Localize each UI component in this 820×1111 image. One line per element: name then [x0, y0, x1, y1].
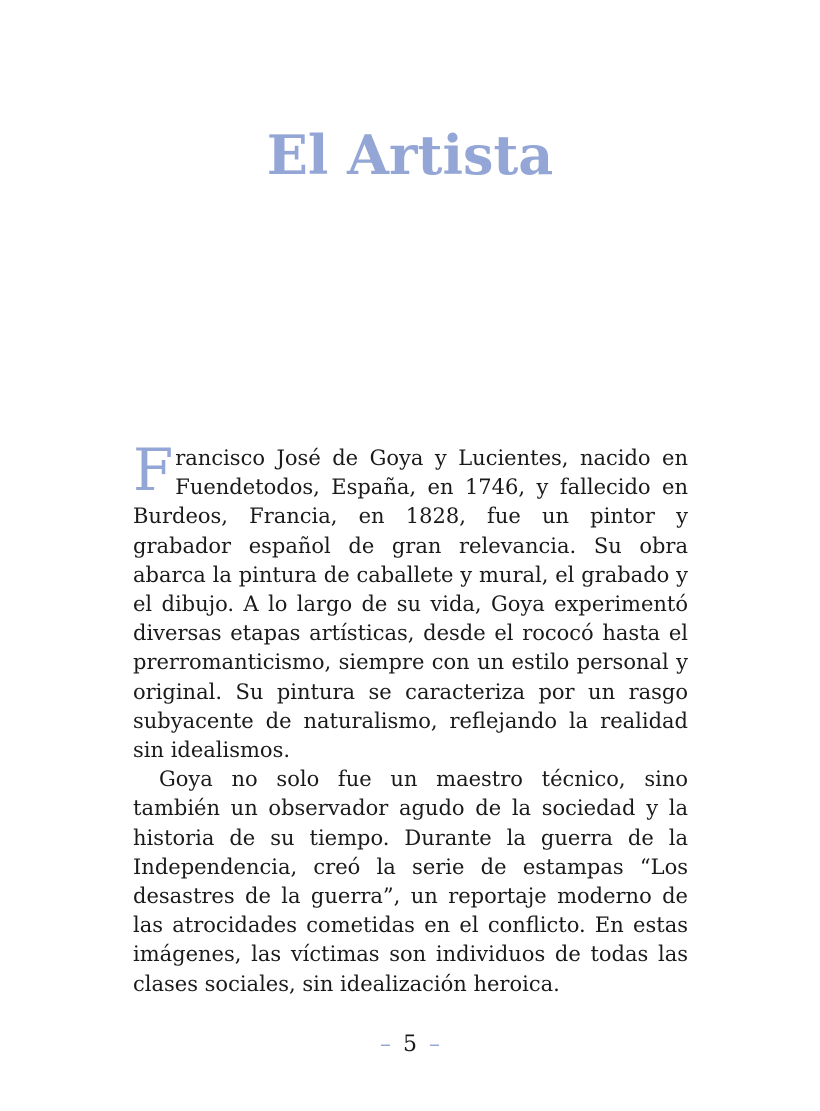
paragraph-2: Goya no solo fue un maestro técnico, sino también un observador agudo de la sociedad y la historia de su tiempo. Durante la guerra de la Independencia, creó la serie de estampas “Los desastres de la guerra”, un reportaje moderno de las atrocidades cometidas en el conflicto. En estas imágenes, las víctimas son individuos de todas las clases sociales, sin idealización heroica.	[133, 767, 688, 996]
paragraph-1	[133, 436, 688, 765]
page-title: El Artista	[266, 123, 554, 187]
folio-dash-right: –	[429, 1032, 440, 1057]
body-text	[133, 436, 688, 999]
page-number	[0, 1032, 820, 1057]
folio-dash-left: –	[380, 1032, 391, 1057]
paragraph-1-text: rancisco José de Goya y Lucientes, nacido en Fuendetodos, España, en 1746, y fallecido en Burdeos, Francia, en 1828, fue un pintor y grabador español de gran relevancia. Su obra abarca la pintura de caballete y mural, el grabado y el dibujo. A lo largo de su vida, Goya experimentó diversas etapas artísticas, desde el rococó hasta el prerromanticismo, siempre con un estilo personal y original. Su pintura se caracteriza por un rasgo subyacente de naturalismo, reflejando la realidad sin idealismos.	[133, 446, 688, 763]
folio-number: 5	[403, 1032, 417, 1057]
drop-cap: F	[133, 436, 174, 504]
